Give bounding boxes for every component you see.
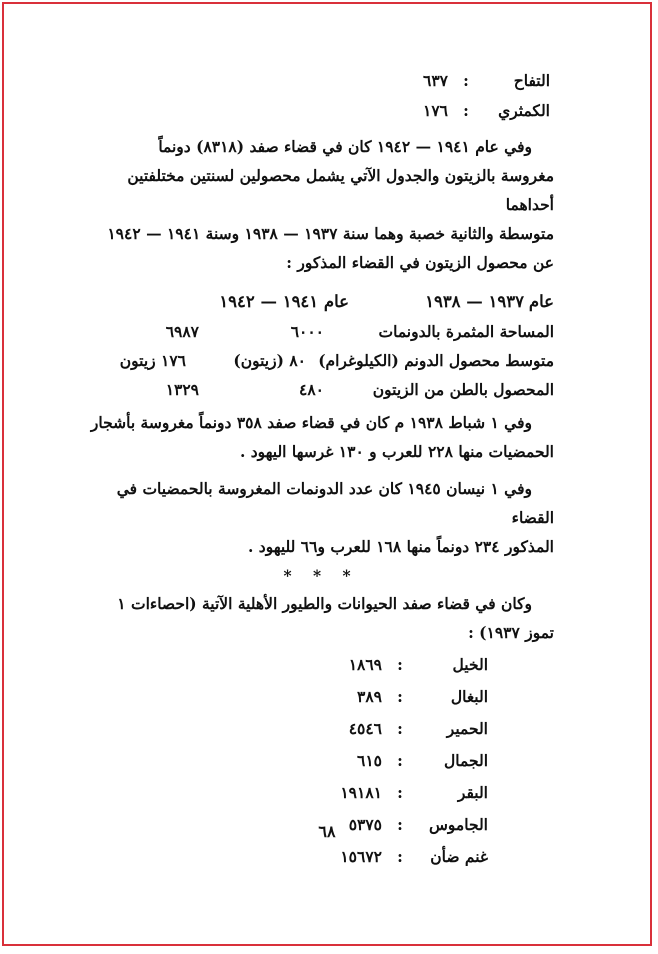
table-row xyxy=(88,375,554,404)
item-value: ٦٣٧ xyxy=(423,71,448,90)
item-label: الكمثري xyxy=(498,101,550,120)
item-label: غنم ضأن xyxy=(430,847,488,866)
fruits-list xyxy=(88,66,550,126)
list-item: الخيل : ١٨٦٩ xyxy=(88,649,488,681)
row-value-1: ٦٠٠٠ xyxy=(290,322,324,341)
item-label: البقر xyxy=(457,783,488,802)
list-item: التفاح : ٦٣٧ xyxy=(88,66,550,96)
item-value: ٤٥٤٦ xyxy=(348,719,382,738)
text-line: وكان في قضاء صفد الحيوانات والطيور الأهلية الآتية (احصاءات ١ xyxy=(117,594,532,613)
list-item: الحمير : ٤٥٤٦ xyxy=(88,713,488,745)
text-line: وفي عام ١٩٤١ — ١٩٤٢ كان في قضاء صفد (٨٣١٨) دونماً xyxy=(158,137,532,156)
text-line: متوسطة والثانية خصبة وهما سنة ١٩٣٧ — ١٩٣٨ وسنة ١٩٤١ — ١٩٤٢ xyxy=(107,224,554,243)
item-value: ٦١٥ xyxy=(357,751,382,770)
table-row xyxy=(88,317,554,346)
book-page xyxy=(2,2,652,946)
item-value: ٣٨٩ xyxy=(357,687,382,706)
list-item: الكمثري : ١٧٦ xyxy=(88,96,550,126)
item-label: الحمير xyxy=(446,719,488,738)
paragraph-animals-intro xyxy=(88,589,554,647)
list-item: الجمال : ٦١٥ xyxy=(88,745,488,777)
row-value-1: ٨٠ (زيتون) xyxy=(233,351,306,370)
table-header xyxy=(88,287,554,317)
page-content xyxy=(88,66,554,873)
item-label: التفاح xyxy=(513,71,550,90)
header-year-2: عام ١٩٤١ — ١٩٤٢ xyxy=(219,292,349,311)
section-separator: * * * xyxy=(283,566,359,585)
text-line: عن محصول الزيتون في القضاء المذكور : xyxy=(286,253,554,272)
page-number: ٦٨ xyxy=(318,822,336,841)
paragraph-olive-intro xyxy=(88,132,554,277)
row-value-2: ٦٩٨٧ xyxy=(165,322,199,341)
row-value-2: ١٣٢٩ xyxy=(165,380,199,399)
text-line: مغروسة بالزيتون والجدول الآتي يشمل محصولين لسنتين مختلفتين أحداهما xyxy=(127,166,554,214)
table-row xyxy=(88,346,554,375)
item-value: ١٩١٨١ xyxy=(340,783,382,802)
item-label: الجمال xyxy=(444,751,488,770)
header-label: عام xyxy=(528,292,554,311)
item-label: الخيل xyxy=(452,655,488,674)
row-value-1: ٤٨٠ xyxy=(299,380,324,399)
text-line: وفي ١ شباط ١٩٣٨ م كان في قضاء صفد ٣٥٨ دونماً مغروسة بأشجار xyxy=(90,413,532,432)
row-label: المساحة المثمرة بالدونمات xyxy=(378,322,554,341)
item-value: ١٨٦٩ xyxy=(348,655,382,674)
row-value-2: ١٧٦ زيتون xyxy=(119,351,186,370)
list-item: غنم ضأن : ١٥٦٧٢ xyxy=(88,841,488,873)
header-year-1: ١٩٣٧ — ١٩٣٨ xyxy=(425,292,524,311)
item-value: ١٥٦٧٢ xyxy=(340,847,382,866)
list-item: البغال : ٣٨٩ xyxy=(88,681,488,713)
item-value: ١٧٦ xyxy=(423,101,448,120)
olive-table xyxy=(88,287,554,404)
text-line: المذكور ٢٣٤ دونماً منها ١٦٨ للعرب و٦٦ لليهود . xyxy=(248,537,554,556)
row-label: متوسط محصول الدونم (الكيلوغرام) xyxy=(318,351,554,370)
item-label: البغال xyxy=(450,687,488,706)
list-item: البقر : ١٩١٨١ xyxy=(88,777,488,809)
text-line: تموز ١٩٣٧) : xyxy=(468,623,554,642)
paragraph-citrus-1938 xyxy=(88,408,554,466)
item-label: الجاموس xyxy=(429,815,488,834)
paragraph-citrus-1945 xyxy=(88,474,554,561)
text-line: الحمضيات منها ٢٢٨ للعرب و ١٣٠ غرسها اليهود . xyxy=(239,442,554,461)
row-label: المحصول بالطن من الزيتون xyxy=(372,380,554,399)
list-item: الجاموس : ٥٣٧٥ xyxy=(88,809,488,841)
text-line: وفي ١ نيسان ١٩٤٥ كان عدد الدونمات المغروسة بالحمضيات في القضاء xyxy=(116,479,554,527)
item-value: ٥٣٧٥ xyxy=(348,815,382,834)
